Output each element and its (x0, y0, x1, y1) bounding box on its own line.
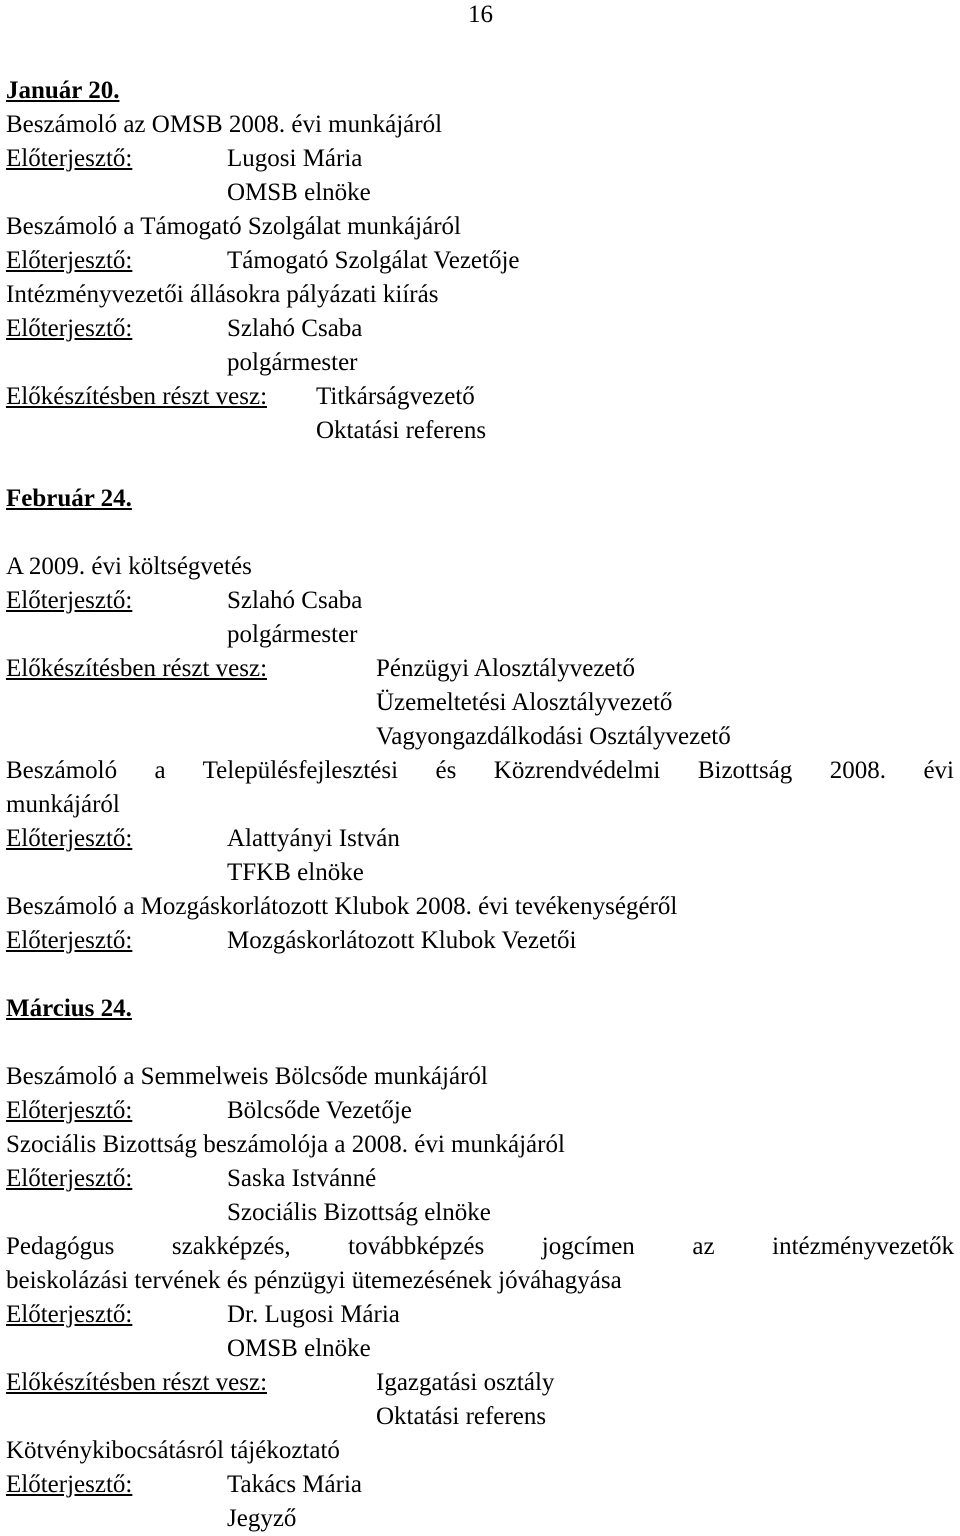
agenda-item-title: Szociális Bizottság beszámolója a 2008. évi munkájáról (6, 1131, 565, 1158)
presenter-role: polgármester (227, 349, 358, 376)
presenter-role-row (6, 856, 954, 890)
agenda-item-title-continued: munkájáról (6, 791, 120, 818)
presenter-role-row (6, 346, 954, 380)
presenter-row (6, 1298, 954, 1332)
presenter-row (6, 244, 954, 278)
presenter-role-row (6, 1502, 954, 1536)
presenter-label: Előterjesztő: (6, 315, 133, 342)
agenda-item-title: Pedagógus szakképzés, továbbképzés jogcímen az intézményvezetők (6, 1233, 954, 1260)
presenter-row (6, 924, 954, 958)
presenter-name: Szlahó Csaba (227, 587, 363, 614)
preparation-participant: Pénzügyi Alosztályvezető (376, 655, 635, 682)
agenda-item-title: Beszámoló a Támogató Szolgálat munkájáról (6, 213, 461, 240)
agenda-item-title: Intézményvezetői állásokra pályázati kiírás (6, 281, 439, 308)
presenter-row (6, 1094, 954, 1128)
presenter-role: OMSB elnöke (227, 179, 371, 206)
preparation-participant: Vagyongazdálkodási Osztályvezető (376, 723, 731, 750)
presenter-role: Jegyző (227, 1505, 297, 1532)
section-heading-march: Március 24. (6, 995, 132, 1022)
presenter-label: Előterjesztő: (6, 587, 133, 614)
preparation-row (6, 380, 954, 414)
section-heading-january: Január 20. (6, 77, 120, 104)
presenter-role-row (6, 176, 954, 210)
presenter-label: Előterjesztő: (6, 145, 133, 172)
presenter-name: Saska Istvánné (227, 1165, 377, 1192)
preparation-participant: Oktatási referens (376, 1403, 547, 1430)
preparation-row (6, 414, 954, 448)
preparation-label: Előkészítésben részt vesz: (6, 383, 268, 410)
presenter-label: Előterjesztő: (6, 1165, 133, 1192)
preparation-label: Előkészítésben részt vesz: (6, 1369, 268, 1396)
presenter-label: Előterjesztő: (6, 927, 133, 954)
preparation-row (6, 720, 954, 754)
presenter-row (6, 312, 954, 346)
agenda-item-title: Kötvénykibocsátásról tájékoztató (6, 1437, 340, 1464)
presenter-row (6, 142, 954, 176)
presenter-role: OMSB elnöke (227, 1335, 371, 1362)
presenter-name: Takács Mária (227, 1471, 362, 1498)
document-body (6, 74, 954, 1536)
preparation-participant: Igazgatási osztály (376, 1369, 555, 1396)
agenda-item-title: Beszámoló az OMSB 2008. évi munkájáról (6, 111, 443, 138)
presenter-role: TFKB elnöke (227, 859, 364, 886)
presenter-label: Előterjesztő: (6, 1471, 133, 1498)
presenter-role: Szociális Bizottság elnöke (227, 1199, 491, 1226)
preparation-participant: Titkárságvezető (316, 383, 475, 410)
presenter-name: Mozgáskorlátozott Klubok Vezetői (227, 927, 577, 954)
preparation-label: Előkészítésben részt vesz: (6, 655, 268, 682)
preparation-row (6, 1400, 954, 1434)
presenter-label: Előterjesztő: (6, 825, 133, 852)
preparation-row (6, 686, 954, 720)
presenter-label: Előterjesztő: (6, 1301, 133, 1328)
agenda-item-title-continued: beiskolázási tervének és pénzügyi ütemezésének jóváhagyása (6, 1267, 622, 1294)
preparation-row (6, 652, 954, 686)
agenda-item-title: A 2009. évi költségvetés (6, 553, 252, 580)
agenda-item-title: Beszámoló a Mozgáskorlátozott Klubok 2008. évi tevékenységéről (6, 893, 678, 920)
presenter-row (6, 1468, 954, 1502)
presenter-row (6, 1162, 954, 1196)
presenter-name: Dr. Lugosi Mária (227, 1301, 400, 1328)
presenter-role-row (6, 618, 954, 652)
presenter-role-row (6, 1196, 954, 1230)
presenter-name: Támogató Szolgálat Vezetője (227, 247, 520, 274)
presenter-name: Bölcsőde Vezetője (227, 1097, 412, 1124)
preparation-participant: Oktatási referens (316, 417, 487, 444)
presenter-label: Előterjesztő: (6, 247, 133, 274)
preparation-row (6, 1366, 954, 1400)
presenter-row (6, 822, 954, 856)
agenda-item-title: Beszámoló a Semmelweis Bölcsőde munkájáról (6, 1063, 488, 1090)
agenda-item-title: Beszámoló a Településfejlesztési és Közrendvédelmi Bizottság 2008. évi (6, 757, 954, 784)
presenter-name: Szlahó Csaba (227, 315, 363, 342)
presenter-role-row (6, 1332, 954, 1366)
presenter-label: Előterjesztő: (6, 1097, 133, 1124)
presenter-row (6, 584, 954, 618)
preparation-participant: Üzemeltetési Alosztályvezető (376, 689, 673, 716)
section-heading-february: Február 24. (6, 485, 132, 512)
presenter-name: Lugosi Mária (227, 145, 363, 172)
presenter-role: polgármester (227, 621, 358, 648)
presenter-name: Alattyányi István (227, 825, 400, 852)
page-number: 16 (468, 1, 493, 28)
